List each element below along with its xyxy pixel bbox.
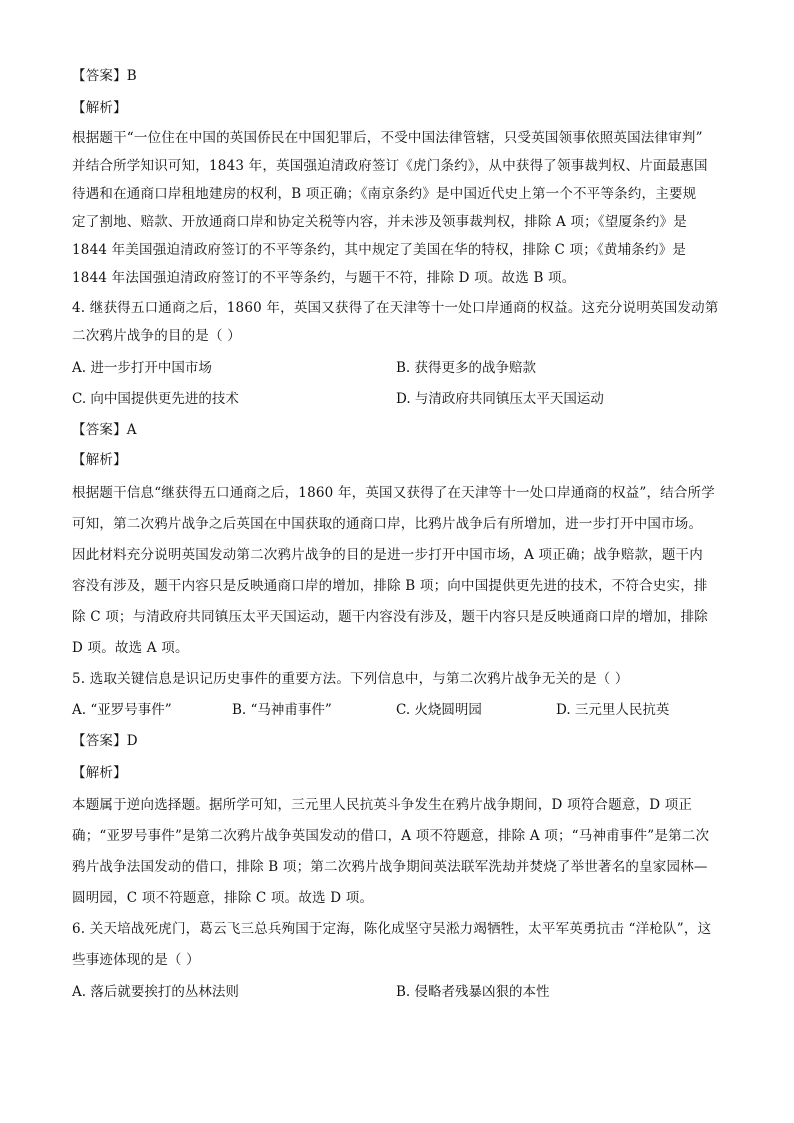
q5-option-a: A. “亚罗号事件” bbox=[72, 702, 172, 718]
question-4-stem: 二次鸦片战争的目的是（ ） bbox=[72, 328, 241, 344]
q5-option-d: D. 三元里人民抗英 bbox=[556, 702, 670, 718]
analysis-label-q5: 【解析】 bbox=[72, 765, 127, 781]
analysis-text-q4: D 项。故选 A 项。 bbox=[72, 640, 189, 656]
analysis-label-q3: 【解析】 bbox=[72, 100, 127, 116]
q5-option-b: B. “马神甫事件” bbox=[232, 702, 332, 718]
question-6-stem: 6. 关天培战死虎门，葛云飞三总兵殉国于定海，陈化成坚守吴淞力竭牺牲，太平军英勇抗击 “洋枪队”，这 bbox=[72, 921, 712, 937]
question-5-stem: 5. 选取关键信息是识记历史事件的重要方法。下列信息中，与第二次鸦片战争无关的是（ ） bbox=[72, 671, 629, 687]
question-6-stem: 些事迹体现的是（ ） bbox=[72, 952, 200, 968]
q6-option-b: B. 侵略者残暴凶狠的本性 bbox=[396, 984, 550, 1000]
analysis-label-q4: 【解析】 bbox=[72, 452, 127, 468]
q4-option-c: C. 向中国提供更先进的技术 bbox=[72, 391, 239, 407]
analysis-text-q4: 可知，第二次鸦片战争之后英国在中国获取的通商口岸，比鸦片战争后有所增加，进一步打开中国市场。 bbox=[72, 516, 703, 532]
analysis-text-q4: 容没有涉及，题干内容只是反映通商口岸的增加，排除 B 项；向中国提供更先进的技术，不符合史实，排 bbox=[72, 578, 708, 594]
analysis-text-q5: 鸦片战争法国发动的借口，排除 B 项；第二次鸦片战争期间英法联军洗劫并焚烧了举世著名的皇家园林— bbox=[72, 859, 708, 875]
analysis-text-q3: 根据题干“一位住在中国的英国侨民在中国犯罪后，不受中国法律管辖，只受英国领事依照英国法律审判” bbox=[72, 130, 703, 146]
analysis-text-q3: 定了割地、赔款、开放通商口岸和协定关税等内容，并未涉及领事裁判权，排除 A 项；《望厦条约》是 bbox=[72, 214, 687, 230]
answer-label-q5: 【答案】D bbox=[72, 733, 138, 749]
analysis-text-q3: 待遇和在通商口岸租地建房的权利，B 项正确；《南京条约》是中国近代史上第一个不平等条约，主要规 bbox=[72, 186, 697, 202]
answer-label-q4: 【答案】A bbox=[72, 422, 137, 438]
q6-option-a: A. 落后就要挨打的丛林法则 bbox=[72, 984, 239, 1000]
analysis-text-q3: 1844 年美国强迫清政府签订的不平等条约，其中规定了美国在华的特权，排除 C 项；《黄埔条约》是 bbox=[72, 242, 687, 258]
analysis-text-q5: 本题属于逆向选择题。据所学可知，三元里人民抗英斗争发生在鸦片战争期间，D 项符合题意，D 项正 bbox=[72, 797, 693, 813]
analysis-text-q4: 因此材料充分说明英国发动第二次鸦片战争的目的是进一步打开中国市场，A 项正确；战争赔款，题干内 bbox=[72, 547, 703, 563]
answer-label-q3: 【答案】B bbox=[72, 68, 137, 84]
q4-option-b: B. 获得更多的战争赔款 bbox=[396, 360, 537, 376]
analysis-text-q5: 圆明园，C 项不符题意，排除 C 项。故选 D 项。 bbox=[72, 890, 374, 906]
analysis-text-q3: 1844 年法国强迫清政府签订的不平等条约，与题干不符，排除 D 项。故选 B 项。 bbox=[72, 270, 576, 286]
q4-option-d: D. 与清政府共同镇压太平天国运动 bbox=[396, 391, 604, 407]
q4-option-a: A. 进一步打开中国市场 bbox=[72, 360, 212, 376]
analysis-text-q4: 根据题干信息“继获得五口通商之后，1860 年，英国又获得了在天津等十一处口岸通商的权益”，结合所学 bbox=[72, 485, 715, 501]
analysis-text-q5: 确；“亚罗号事件”是第二次鸦片战争英国发动的借口，A 项不符题意，排除 A 项；“马神甫事件”是第二次 bbox=[72, 828, 710, 844]
analysis-text-q3: 并结合所学知识可知，1843 年，英国强迫清政府签订《虎门条约》，从中获得了领事裁判权、片面最惠国 bbox=[72, 158, 708, 174]
analysis-text-q4: 除 C 项；与清政府共同镇压太平天国运动，题干内容没有涉及，题干内容只是反映通商口岸的增加，排除 bbox=[72, 609, 709, 625]
question-4-stem: 4. 继获得五口通商之后，1860 年，英国又获得了在天津等十一处口岸通商的权益。这充分说明英国发动第 bbox=[72, 300, 719, 316]
q5-option-c: C. 火烧圆明园 bbox=[396, 702, 482, 718]
